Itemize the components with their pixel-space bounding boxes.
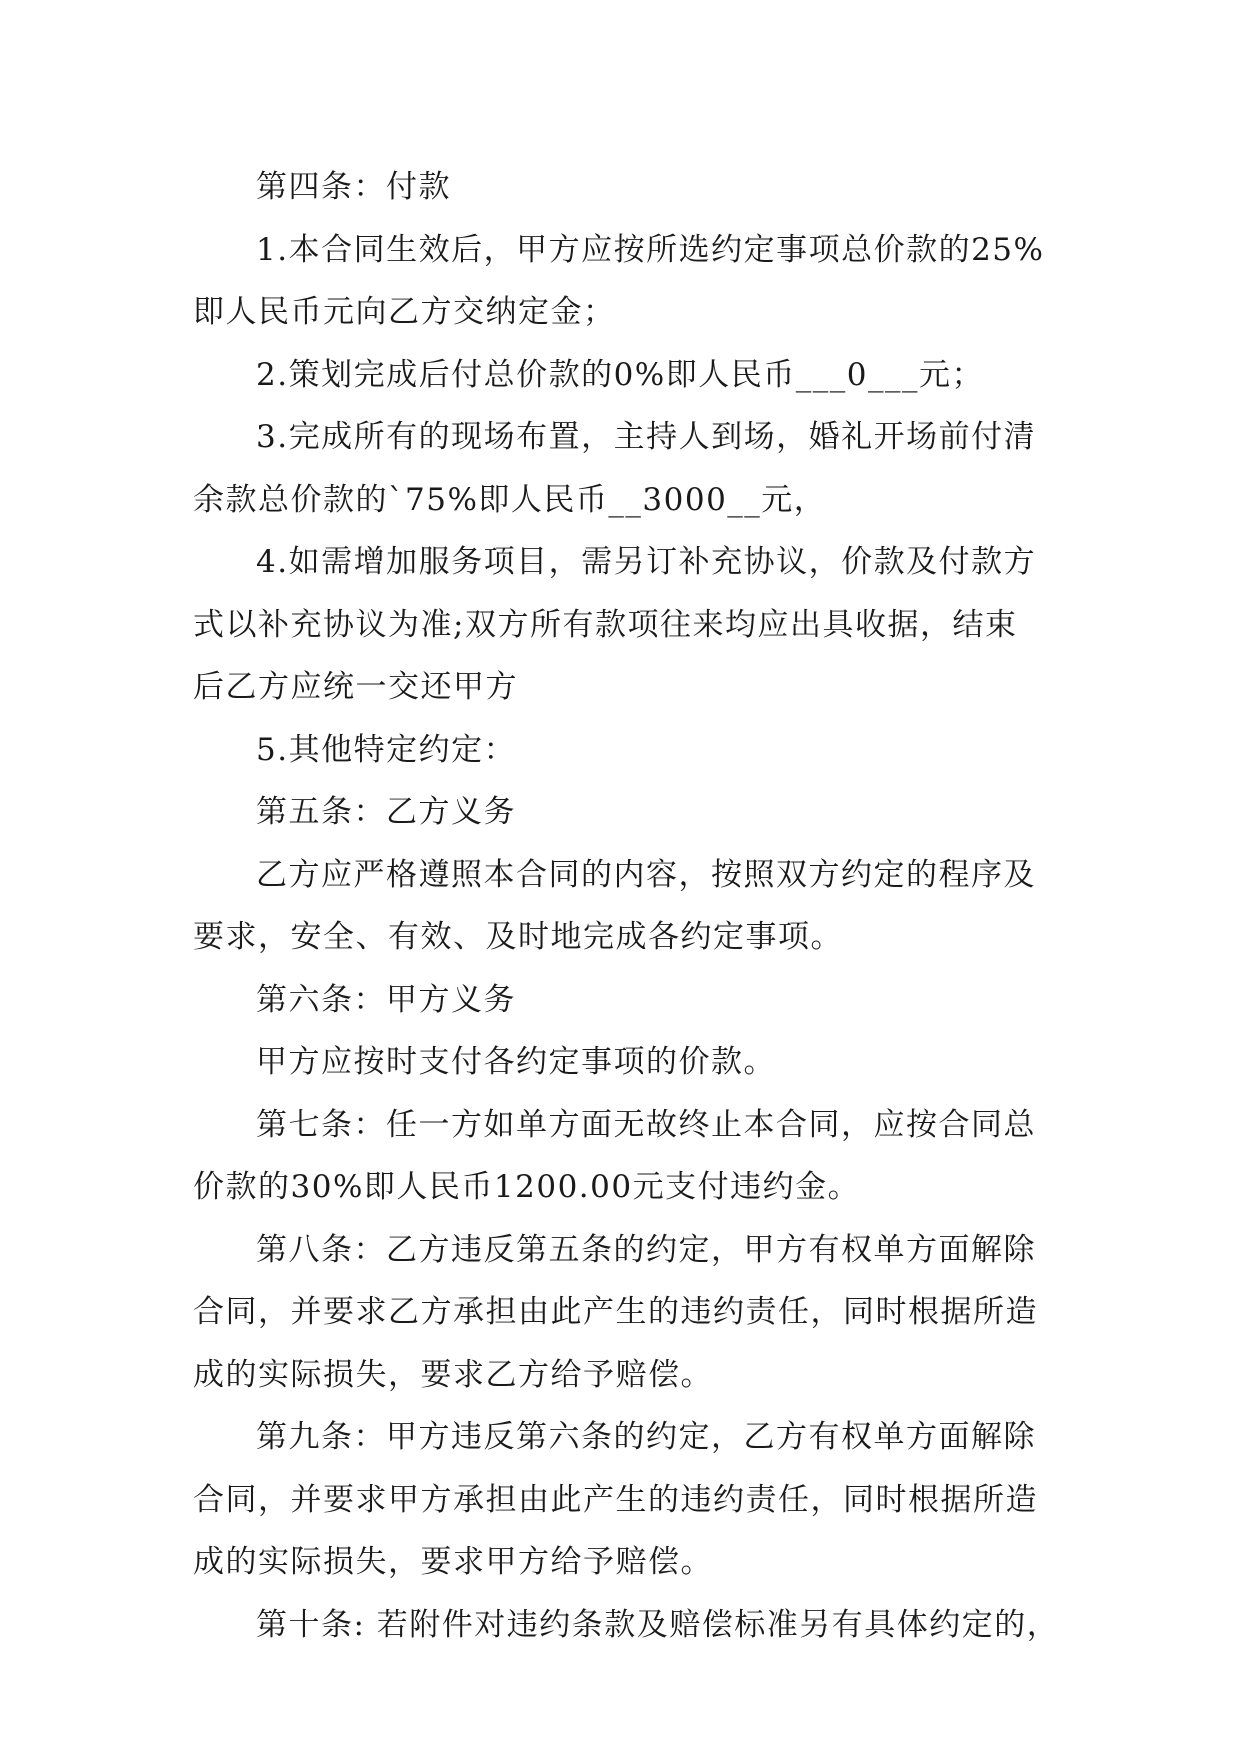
article-10-line: 第十条: 若附件对违约条款及赔偿标准另有具体约定的，	[256, 1606, 1060, 1643]
article-7-line: 第七条：任一方如单方面无故终止本合同，应按合同总	[256, 1106, 1036, 1143]
article-5-heading: 第五条：乙方义务	[256, 794, 516, 830]
paragraph-line: 合同，并要求乙方承担由此产生的违约责任，同时根据所造	[193, 1294, 1038, 1330]
paragraph-line: 余款总价款的`75%即人民币__3000__元，	[193, 481, 827, 518]
paragraph-line: 4.如需增加服务项目，需另订补充协议，价款及付款方	[256, 544, 1037, 580]
paragraph-line: 价款的30%即人民币1200.00元支付违约金。	[193, 1169, 861, 1205]
paragraph-line: 甲方应按时支付各约定事项的价款。	[256, 1044, 776, 1080]
paragraph-line: 成的实际损失，要求乙方给予赔偿。	[193, 1356, 713, 1393]
article-4-heading: 第四条：付款	[256, 169, 451, 205]
paragraph-line: 乙方应严格遵照本合同的内容，按照双方约定的程序及	[256, 856, 1036, 893]
paragraph-line: 后乙方应统一交还甲方	[193, 669, 518, 705]
paragraph-line: 合同，并要求甲方承担由此产生的违约责任，同时根据所造	[193, 1481, 1038, 1518]
paragraph-line: 成的实际损失，要求甲方给予赔偿。	[193, 1544, 713, 1580]
article-9-line: 第九条：甲方违反第六条的约定，乙方有权单方面解除	[256, 1419, 1036, 1455]
paragraph-line: 3.完成所有的现场布置，主持人到场，婚礼开场前付清	[256, 419, 1037, 455]
paragraph-line: 式以补充协议为准;双方所有款项往来均应出具收据，结束	[193, 606, 1018, 643]
article-6-heading: 第六条：甲方义务	[256, 981, 516, 1018]
paragraph-line: 要求，安全、有效、及时地完成各约定事项。	[193, 919, 843, 955]
document-body	[193, 156, 1060, 1656]
paragraph-line: 2.策划完成后付总价款的0%即人民币___0___元；	[256, 356, 984, 393]
paragraph-line: 1.本合同生效后，甲方应按所选约定事项总价款的25%	[256, 231, 1045, 268]
paragraph-line: 即人民币元向乙方交纳定金；	[193, 294, 616, 330]
article-8-line: 第八条：乙方违反第五条的约定，甲方有权单方面解除	[256, 1231, 1036, 1268]
paragraph-line: 5.其他特定约定：	[256, 731, 517, 768]
